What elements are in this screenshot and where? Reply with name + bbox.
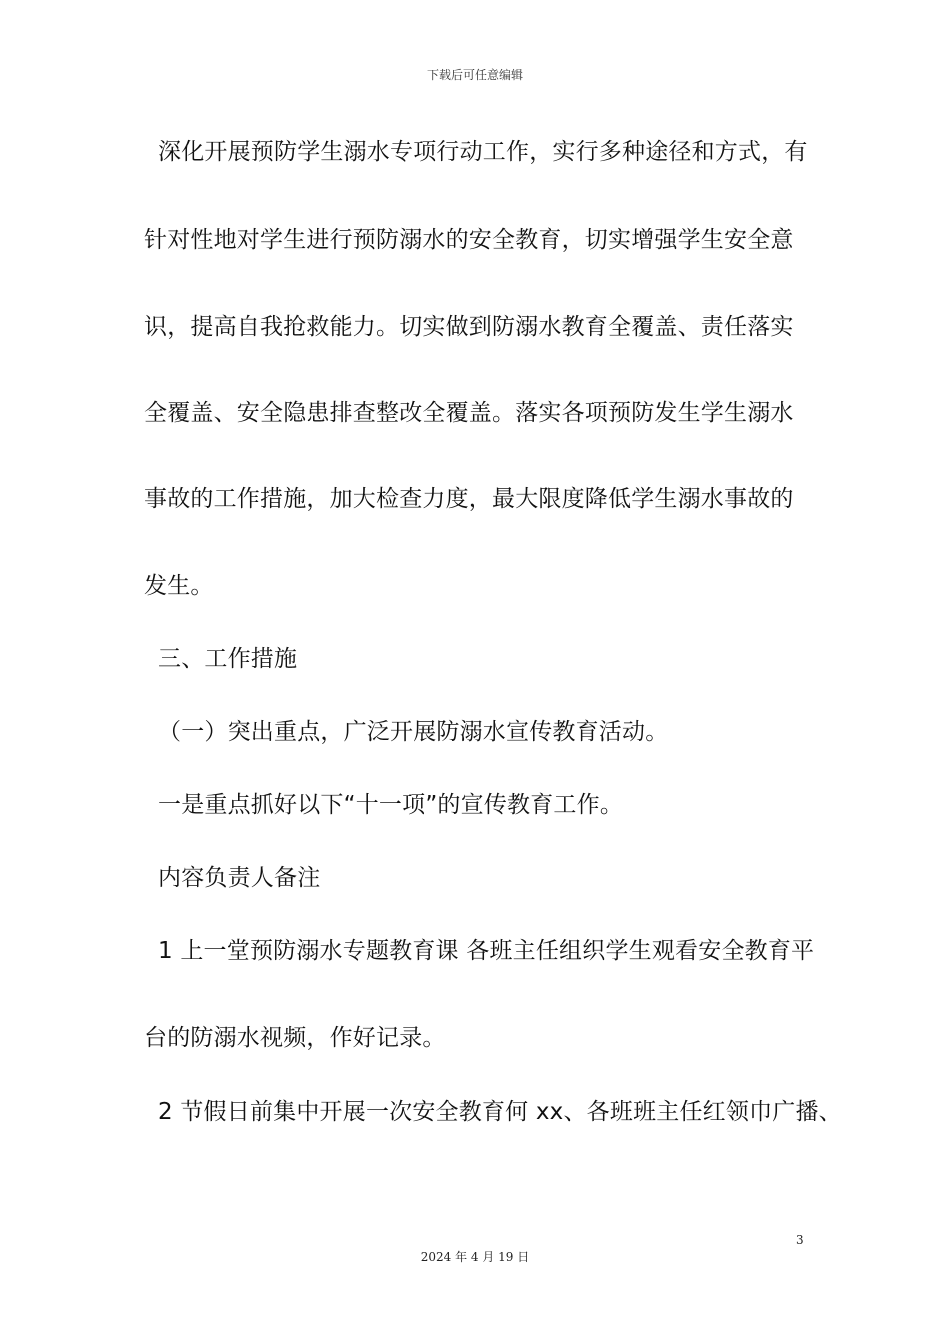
- table-row-line: 1 上一堂预防溺水专题教育课 各班主任组织学生观看安全教育平: [158, 938, 815, 964]
- subsection-heading: （一）突出重点，广泛开展防溺水宣传教育活动。: [158, 719, 669, 745]
- body-line: 针对性地对学生进行预防溺水的安全教育，切实增强学生安全意: [144, 227, 794, 253]
- table-row-line: 2 节假日前集中开展一次安全教育何 xx、各班班主任红领巾广播、: [158, 1099, 842, 1125]
- body-line: 深化开展预防学生溺水专项行动工作，实行多种途径和方式，有: [158, 139, 808, 165]
- body-line: 一是重点抓好以下“十一项”的宣传教育工作。: [158, 792, 624, 818]
- body-line: 全覆盖、安全隐患排查整改全覆盖。落实各项预防发生学生溺水: [144, 400, 794, 426]
- table-row-line: 台的防溺水视频，作好记录。: [144, 1025, 446, 1051]
- page-header: 下载后可任意编辑: [426, 68, 523, 82]
- table-header-line: 内容负责人备注: [158, 865, 321, 891]
- body-line: 识，提高自我抢救能力。切实做到防溺水教育全覆盖、责任落实: [144, 314, 794, 340]
- body-line: 发生。: [144, 573, 214, 599]
- section-heading: 三、工作措施: [158, 646, 298, 672]
- footer-date: 2024 年 4 月 19 日: [420, 1250, 530, 1264]
- body-line: 事故的工作措施，加大检查力度，最大限度降低学生溺水事故的: [144, 486, 794, 512]
- page-number: 3: [796, 1233, 804, 1247]
